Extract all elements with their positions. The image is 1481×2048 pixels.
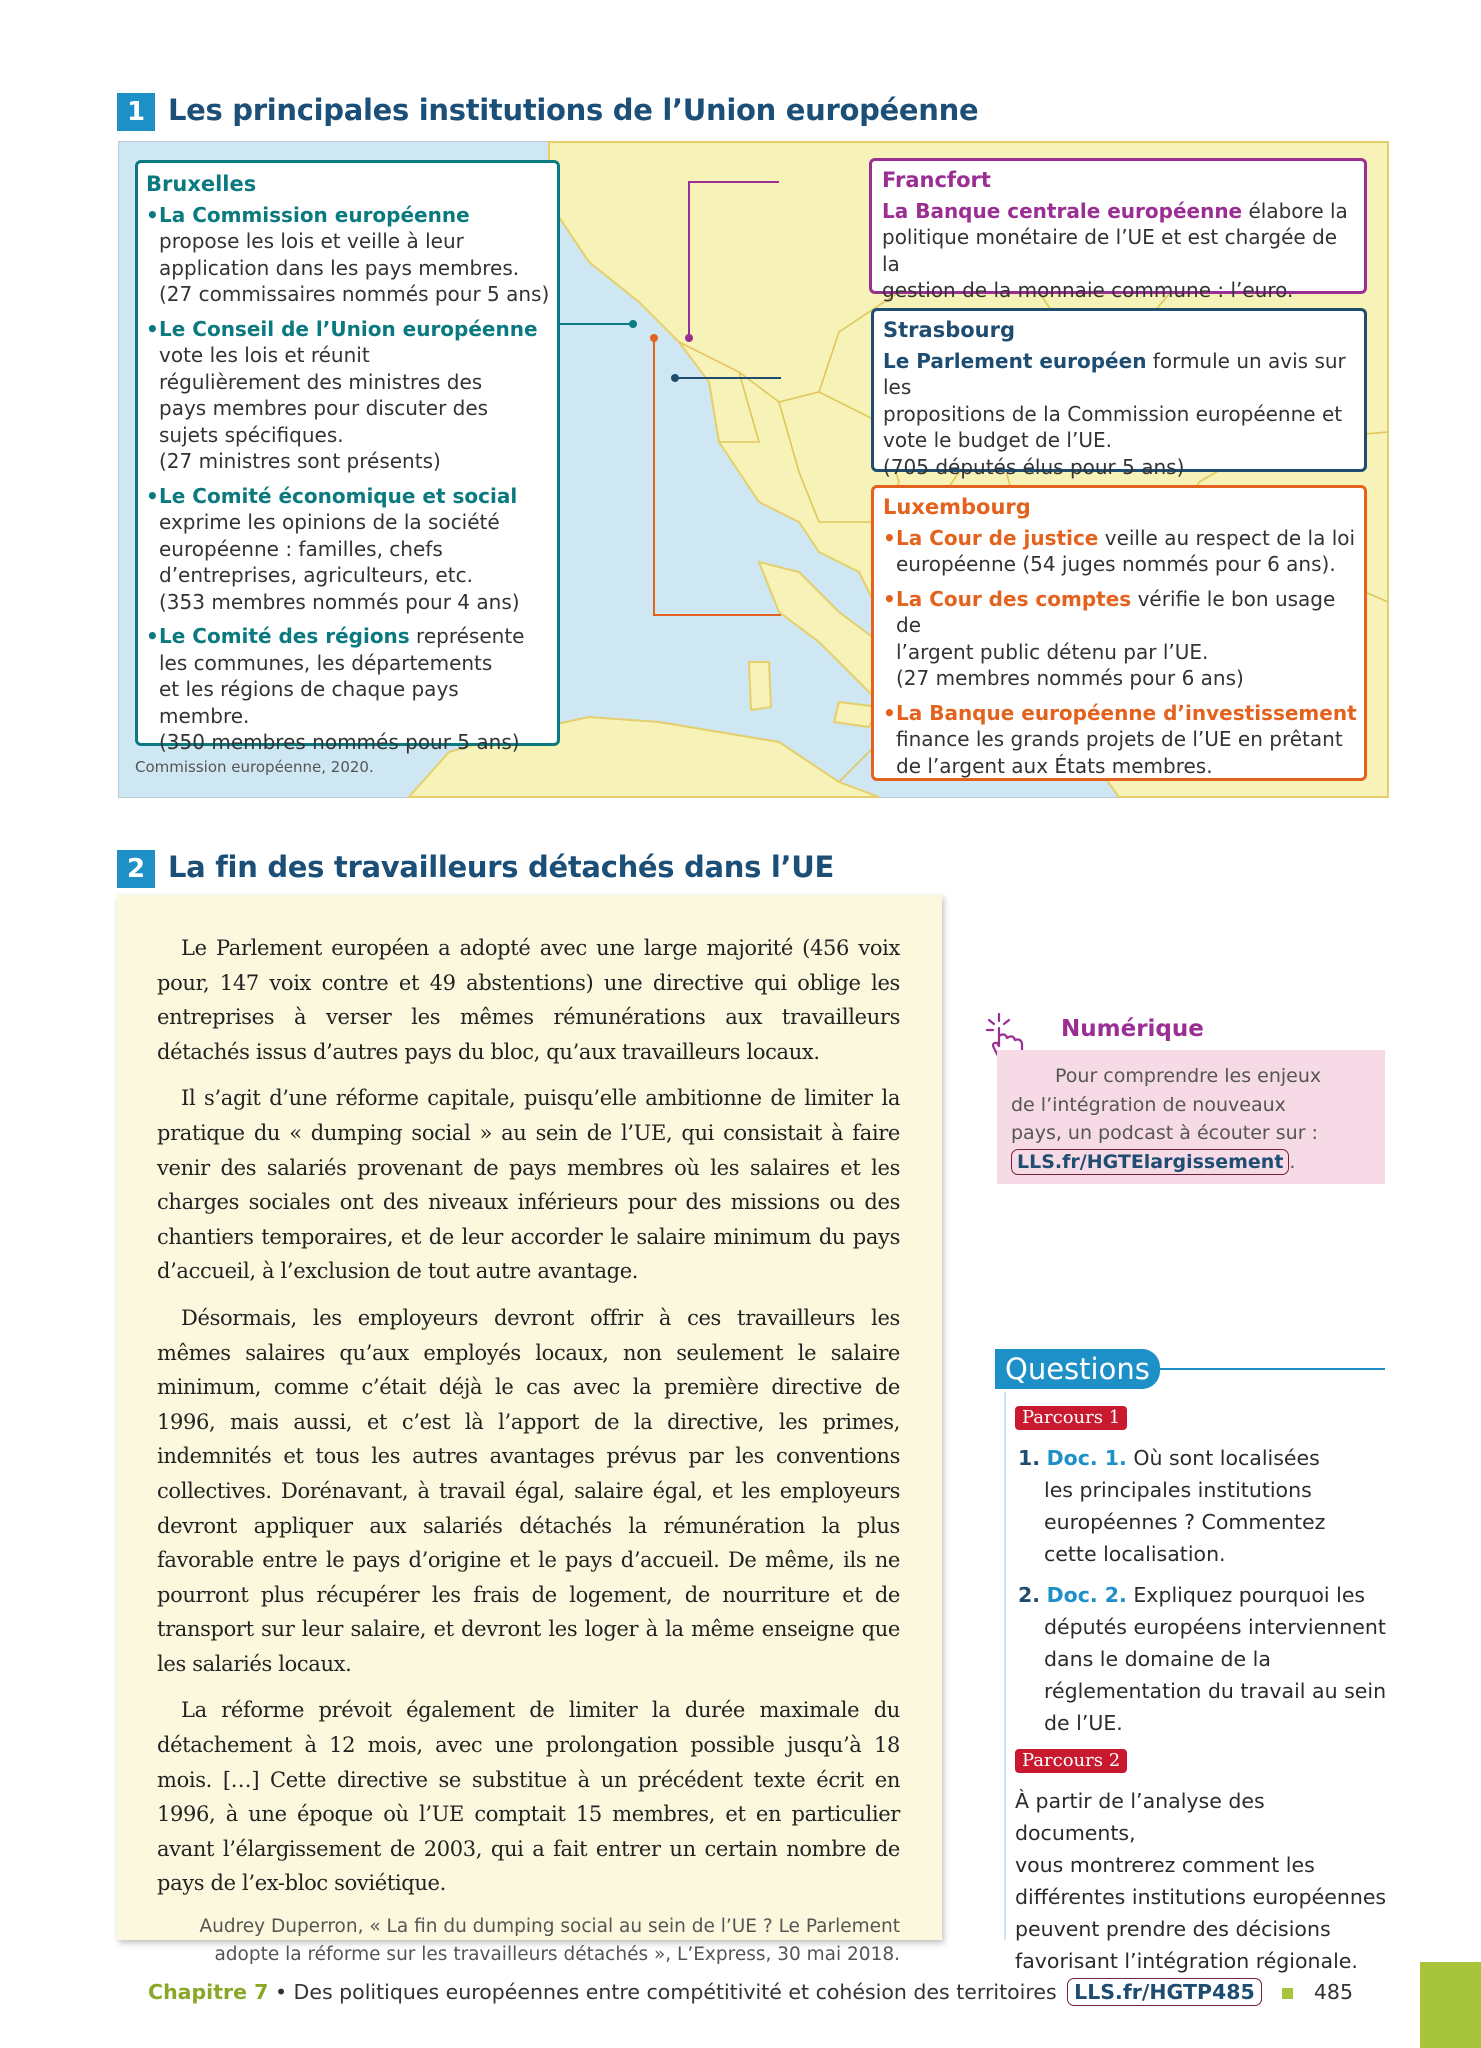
parcours-2-line: vous montrerez comment les bbox=[1015, 1853, 1315, 1877]
cour-comptes-suffix: vérifie le bon usage de bbox=[896, 586, 1336, 637]
footer-page-number: 485 bbox=[1313, 1980, 1353, 2004]
bullet-icon: • bbox=[883, 525, 896, 550]
francfort-city: Francfort bbox=[882, 168, 991, 192]
commission-line: propose les lois et veille à leur bbox=[159, 229, 464, 253]
question-2-line: députés européens interviennent bbox=[1044, 1615, 1386, 1639]
doc-reference: Doc. 2. bbox=[1046, 1583, 1127, 1607]
conseil-line: pays membres pour discuter des bbox=[159, 396, 489, 420]
marker-bruxelles bbox=[629, 320, 637, 328]
footer-text bbox=[148, 1978, 1353, 2006]
section-2-number: 2 bbox=[117, 850, 155, 888]
numerique-line: de l’intégration de nouveaux bbox=[1011, 1093, 1286, 1116]
marker-strasbourg bbox=[671, 374, 679, 382]
bullet-icon: • bbox=[146, 483, 159, 508]
footer-chapter: Chapitre 7 bbox=[148, 1980, 269, 2004]
bce-line: gestion de la monnaie commune : l’euro. bbox=[882, 278, 1294, 302]
bruxelles-box bbox=[135, 160, 560, 754]
question-2-line bbox=[1018, 1579, 1388, 1611]
paragraph: Il s’agit d’une réforme capitale, puisqu’elle ambitionne de limiter la pratique du « dumping social » au sein de l’UE, qui consistait à faire venir des salariés provenant de pays membres où les salaires et les charges sociales ont des niveaux inférieurs pour des missions ou des chantiers temporaires, et de leur accorder le salaire minimum du pays d’accueil, à l’exclusion de tout autre avantage. bbox=[157, 1086, 900, 1284]
cour-comptes-heading bbox=[896, 586, 1358, 639]
numerique-link-row bbox=[1011, 1148, 1371, 1177]
bce-suffix: élabore la bbox=[1242, 198, 1348, 223]
bullet-icon: • bbox=[146, 316, 159, 341]
luxembourg-item-bei bbox=[883, 700, 1358, 780]
europe-map bbox=[118, 141, 1389, 798]
conseil-line: régulièrement des ministres des bbox=[159, 369, 483, 394]
ces-line: exprime les opinions de la société bbox=[159, 510, 500, 534]
cour-justice-suffix: veille au respect de la loi bbox=[1098, 525, 1356, 550]
conseil-name: Le Conseil de l’Union européenne bbox=[159, 316, 538, 341]
ces-line: (353 membres nommés pour 4 ans) bbox=[159, 589, 520, 614]
luxembourg-item-cour-justice bbox=[883, 525, 1358, 578]
commission-line: application dans les pays membres. bbox=[159, 255, 520, 280]
strasbourg-box bbox=[871, 308, 1367, 479]
citation-line: adopte la réforme sur les travailleurs détachés », L’Express, 30 mai 2018. bbox=[214, 1944, 900, 1966]
parcours-2-line: À partir de l’analyse des documents, bbox=[1015, 1789, 1265, 1845]
cour-justice-heading bbox=[896, 525, 1358, 552]
question-number: 1. bbox=[1018, 1446, 1041, 1470]
bullet-icon: • bbox=[883, 700, 896, 725]
page-footer bbox=[0, 1968, 1481, 2016]
regions-suffix: représente bbox=[409, 624, 525, 648]
question-2-line: réglementation du travail au sein bbox=[1044, 1679, 1387, 1703]
cour-justice-name: La Cour de justice bbox=[896, 525, 1099, 550]
parlement-line: (705 députés élus pour 5 ans) bbox=[883, 454, 1185, 479]
francfort-box bbox=[869, 158, 1367, 302]
footer-corner-tab bbox=[1420, 1962, 1481, 2048]
citation-line: Audrey Duperron, « La fin du dumping social au sein de l’UE ? Le Parlement bbox=[199, 1916, 900, 1938]
regions-heading bbox=[159, 623, 551, 650]
paragraph: La réforme prévoit également de limiter la durée maximale du détachement à 12 mois, avec une prolongation possible jusqu’à 18 mois. […] Cette directive se substitue à un précédent texte écrit en 1996, à une époque où l’UE comptait 15 membres, et en particulier avant l’élargissement de 2003, qui a fait entrer un certain nombre de pays de l’ex-bloc soviétique. bbox=[157, 1698, 900, 1896]
strasbourg-city: Strasbourg bbox=[883, 318, 1015, 342]
section-1-number: 1 bbox=[117, 93, 155, 131]
commission-line: (27 commissaires nommés pour 5 ans) bbox=[159, 282, 550, 306]
questions-title: Questions bbox=[995, 1349, 1160, 1389]
footer-title: Des politiques européennes entre compétitivité et cohésion des territoires bbox=[293, 1980, 1057, 2004]
bruxelles-city: Bruxelles bbox=[146, 172, 257, 196]
doc-reference: Doc. 1. bbox=[1046, 1446, 1127, 1470]
question-1 bbox=[1018, 1442, 1388, 1570]
ces-name: Le Comité économique et social bbox=[159, 483, 518, 508]
numerique-link-after: . bbox=[1289, 1150, 1296, 1173]
regions-name: Le Comité des régions bbox=[159, 624, 410, 648]
parlement-suffix: formule un avis sur les bbox=[883, 348, 1346, 399]
conseil-line: (27 ministres sont présents) bbox=[159, 449, 441, 473]
strasbourg-heading bbox=[883, 348, 1358, 401]
document-2-text bbox=[117, 895, 942, 1966]
citation bbox=[157, 1913, 900, 1969]
numerique-box bbox=[997, 1050, 1385, 1184]
francfort-heading bbox=[882, 198, 1358, 225]
regions-line: et les régions de chaque pays membre. bbox=[159, 677, 459, 728]
bullet-icon: • bbox=[883, 586, 896, 611]
bruxelles-item-regions bbox=[146, 623, 551, 756]
parlement-line: propositions de la Commission européenne et bbox=[883, 401, 1343, 426]
cour-comptes-line: (27 membres nommés pour 6 ans) bbox=[896, 666, 1244, 690]
parlement-line: vote le budget de l’UE. bbox=[883, 428, 1112, 452]
land-sardinia bbox=[749, 662, 771, 710]
parcours-2-line: différentes institutions européennes bbox=[1015, 1885, 1387, 1909]
marker-francfort bbox=[685, 334, 693, 342]
bullet-icon: • bbox=[146, 624, 159, 648]
parcours-1-badge: Parcours 1 bbox=[1015, 1406, 1127, 1430]
conseil-line: sujets spécifiques. bbox=[159, 422, 344, 447]
cour-comptes-name: La Cour des comptes bbox=[896, 586, 1132, 611]
footer-separator: • bbox=[268, 1980, 294, 2004]
question-2 bbox=[1018, 1579, 1388, 1739]
bei-line: de l’argent aux États membres. bbox=[896, 753, 1213, 778]
bullet-icon: • bbox=[146, 202, 159, 227]
question-2-line: de l’UE. bbox=[1044, 1711, 1123, 1735]
map-source: Commission européenne, 2020. bbox=[135, 758, 374, 776]
parcours-2-line: favorisant l’intégration régionale. bbox=[1015, 1949, 1358, 1973]
section-1-title: Les principales institutions de l’Union européenne bbox=[168, 93, 979, 127]
paragraph: Le Parlement européen a adopté avec une large majorité (456 voix pour, 147 voix contre et 49 abstentions) une directive qui oblige les entreprises à verser les mêmes rémunérations aux travailleurs détachés issus d’autres pays du bloc, qu’aux travailleurs locaux. bbox=[157, 936, 900, 1064]
bce-line: politique monétaire de l’UE et est chargée de la bbox=[882, 225, 1338, 276]
question-1-line: européennes ? Commentez bbox=[1044, 1510, 1326, 1534]
question-1-line: cette localisation. bbox=[1044, 1542, 1226, 1566]
parcours-2-badge: Parcours 2 bbox=[1015, 1749, 1127, 1773]
conseil-line: vote les lois et réunit bbox=[159, 343, 370, 367]
question-1-line bbox=[1018, 1442, 1388, 1474]
question-2-line: dans le domaine de la bbox=[1044, 1647, 1271, 1671]
bei-name: La Banque européenne d’investissement bbox=[896, 700, 1357, 725]
cour-comptes-line: l’argent public détenu par l’UE. bbox=[896, 639, 1209, 664]
ces-line: d’entreprises, agriculteurs, etc. bbox=[159, 563, 473, 587]
regions-line: (350 membres nommés pour 5 ans) bbox=[159, 730, 520, 754]
luxembourg-item-cour-comptes bbox=[883, 586, 1358, 692]
bruxelles-item-ces bbox=[146, 483, 551, 616]
cour-justice-line: européenne (54 juges nommés pour 6 ans). bbox=[896, 552, 1336, 576]
question-text: Expliquez pourquoi les bbox=[1133, 1583, 1366, 1607]
question-number: 2. bbox=[1018, 1583, 1041, 1607]
commission-name: La Commission européenne bbox=[159, 202, 470, 227]
bruxelles-item-conseil bbox=[146, 316, 551, 475]
regions-line: les communes, les départements bbox=[159, 650, 493, 675]
paragraph: Désormais, les employeurs devront offrir à ces travailleurs les mêmes salaires qu’aux employés locaux, non seulement le salaire minimum, comme c’était déjà le cas avec la première directive de 1996, mais aussi, et c’est là l’apport de la directive, les primes, indemnités et tous les autres avantages prévus par les conventions collectives. Dorénavant, à travail égal, salaire égal, et les employeurs devront appliquer aux salariés détachés la rémunération la plus favorable entre le pays d’origine et le pays d’accueil. De même, ils ne pourront plus récupérer les frais de logement, de nourriture et de transport sur leur salaire, et devront les loger à la même enseigne que les salariés locaux. bbox=[157, 1305, 900, 1676]
bei-line: finance les grands projets de l’UE en prêtant bbox=[896, 727, 1343, 751]
questions-left-rule bbox=[1004, 1392, 1006, 1940]
numerique-line: pays, un podcast à écouter sur : bbox=[1011, 1122, 1318, 1144]
footer-marker bbox=[1282, 1988, 1293, 1999]
parcours-2-line: peuvent prendre des décisions bbox=[1015, 1917, 1331, 1941]
footer-link[interactable]: LLS.fr/HGTP485 bbox=[1067, 1978, 1262, 2006]
question-1-line: les principales institutions bbox=[1044, 1478, 1312, 1502]
luxembourg-box bbox=[871, 485, 1367, 781]
marker-luxembourg bbox=[650, 334, 658, 342]
numerique-link[interactable]: LLS.fr/HGTElargissement bbox=[1011, 1149, 1289, 1175]
ces-line: européenne : familles, chefs bbox=[159, 536, 443, 561]
parcours-2-question bbox=[1015, 1785, 1387, 1977]
bruxelles-item-commission bbox=[146, 202, 551, 308]
numerique-line: Pour comprendre les enjeux bbox=[1055, 1065, 1322, 1087]
numerique-title: Numérique bbox=[1061, 1016, 1204, 1042]
section-2-title: La fin des travailleurs détachés dans l’UE bbox=[168, 850, 834, 884]
luxembourg-city: Luxembourg bbox=[883, 495, 1031, 519]
question-text: Où sont localisées bbox=[1133, 1446, 1320, 1470]
bce-name: La Banque centrale européenne bbox=[882, 198, 1243, 223]
parlement-name: Le Parlement européen bbox=[883, 348, 1147, 373]
